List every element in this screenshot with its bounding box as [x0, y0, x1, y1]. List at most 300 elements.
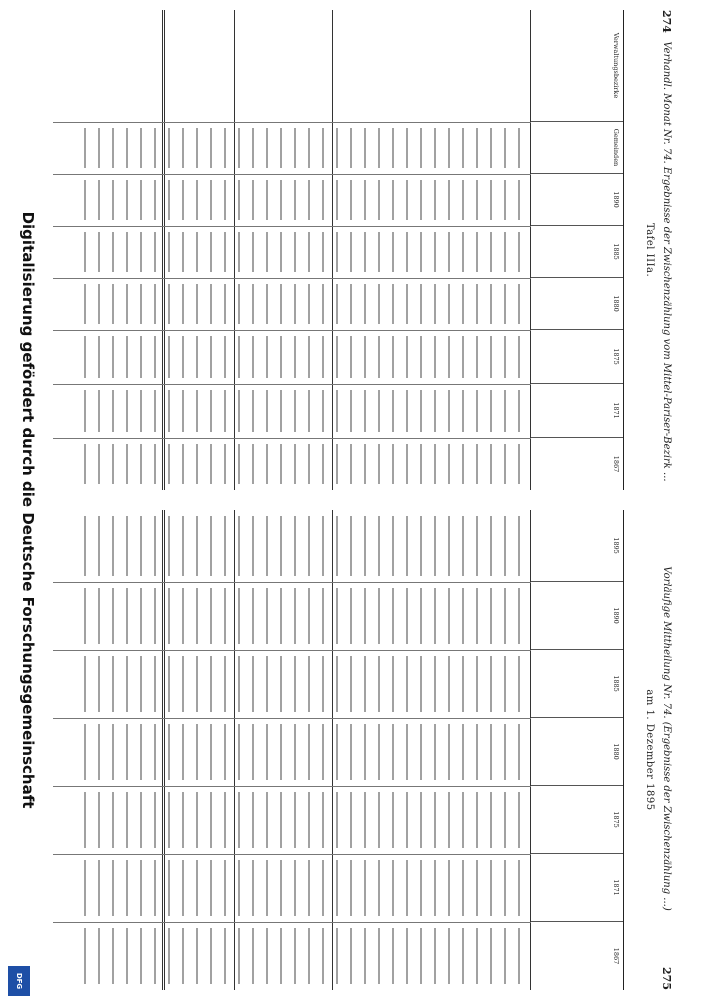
right-running-head: Vorläufige Mittheilung Nr. 74. (Ergebnisse der Zwischenzählung ...): [661, 566, 673, 911]
illegible-value: [364, 516, 371, 576]
right-col-header: 1895: [531, 510, 623, 582]
illegible-value: [126, 516, 133, 576]
illegible-value: [448, 724, 455, 780]
illegible-value: [518, 180, 525, 220]
illegible-value: [280, 232, 287, 272]
illegible-value: [420, 724, 427, 780]
illegible-value: [378, 724, 385, 780]
illegible-value: [266, 588, 273, 644]
left-col-header: 1890: [531, 174, 623, 226]
illegible-value: [140, 232, 147, 272]
illegible-value: [224, 232, 231, 272]
left-table-row: [319, 10, 333, 490]
illegible-value: [252, 656, 259, 712]
illegible-value: [462, 336, 469, 378]
illegible-value: [364, 928, 371, 984]
illegible-value: [280, 656, 287, 712]
illegible-value: [252, 860, 259, 916]
left-table-header: [530, 10, 623, 490]
illegible-value: [238, 336, 245, 378]
illegible-value: [112, 444, 119, 484]
illegible-value: [210, 860, 217, 916]
illegible-value: [126, 792, 133, 848]
illegible-value: [462, 928, 469, 984]
illegible-value: [490, 516, 497, 576]
illegible-value: [154, 656, 161, 712]
illegible-value: [98, 792, 105, 848]
illegible-value: [420, 390, 427, 432]
illegible-value: [336, 792, 343, 848]
illegible-value: [112, 232, 119, 272]
right-page-header: [656, 510, 678, 990]
illegible-value: [420, 232, 427, 272]
illegible-value: [140, 128, 147, 168]
illegible-value: [140, 180, 147, 220]
illegible-value: [182, 232, 189, 272]
illegible-value: [350, 860, 357, 916]
illegible-value: [364, 232, 371, 272]
illegible-value: [490, 724, 497, 780]
illegible-value: [154, 516, 161, 576]
illegible-value: [238, 656, 245, 712]
illegible-value: [350, 128, 357, 168]
illegible-value: [294, 724, 301, 780]
left-table-row: [403, 10, 417, 490]
right-column-rule: [53, 922, 531, 923]
illegible-value: [266, 232, 273, 272]
illegible-value: [140, 588, 147, 644]
illegible-value: [154, 928, 161, 984]
digitization-note: Digitalisierung gefördert durch die Deutsche Forschungsgemeinschaft: [19, 211, 37, 809]
illegible-value: [378, 336, 385, 378]
illegible-value: [322, 336, 329, 378]
illegible-value: [364, 444, 371, 484]
illegible-value: [462, 724, 469, 780]
dfg-logo: DFG: [8, 966, 30, 996]
illegible-value: [154, 588, 161, 644]
illegible-value: [448, 860, 455, 916]
illegible-value: [294, 284, 301, 324]
illegible-value: [266, 444, 273, 484]
illegible-value: [322, 860, 329, 916]
illegible-value: [280, 724, 287, 780]
left-table-row: [389, 10, 403, 490]
illegible-value: [140, 656, 147, 712]
illegible-value: [182, 390, 189, 432]
right-col-header: 1890: [531, 582, 623, 650]
illegible-value: [252, 336, 259, 378]
right-col-header: 1885: [531, 650, 623, 718]
illegible-value: [434, 860, 441, 916]
illegible-value: [84, 516, 91, 576]
illegible-value: [210, 724, 217, 780]
illegible-value: [518, 444, 525, 484]
illegible-value: [238, 180, 245, 220]
illegible-value: [448, 128, 455, 168]
illegible-value: [364, 284, 371, 324]
illegible-value: [126, 336, 133, 378]
illegible-value: [98, 336, 105, 378]
illegible-value: [98, 516, 105, 576]
illegible-value: [112, 336, 119, 378]
left-table-row: [473, 10, 487, 490]
illegible-value: [126, 656, 133, 712]
illegible-value: [476, 928, 483, 984]
illegible-value: [378, 516, 385, 576]
illegible-value: [406, 656, 413, 712]
left-col-header: 1871: [531, 384, 623, 438]
left-col-header: 1885: [531, 226, 623, 278]
illegible-value: [196, 444, 203, 484]
illegible-value: [238, 128, 245, 168]
left-table-row: [277, 10, 291, 490]
illegible-value: [140, 792, 147, 848]
illegible-value: [84, 232, 91, 272]
illegible-value: [98, 588, 105, 644]
illegible-value: [476, 180, 483, 220]
illegible-value: [140, 444, 147, 484]
illegible-value: [210, 180, 217, 220]
illegible-value: [294, 588, 301, 644]
illegible-value: [448, 284, 455, 324]
illegible-value: [182, 180, 189, 220]
illegible-value: [476, 390, 483, 432]
illegible-value: [322, 444, 329, 484]
illegible-value: [182, 516, 189, 576]
illegible-value: [252, 180, 259, 220]
left-table-row: [291, 10, 305, 490]
illegible-value: [420, 860, 427, 916]
illegible-value: [476, 792, 483, 848]
illegible-value: [322, 180, 329, 220]
right-page-number: 275: [660, 967, 674, 990]
illegible-value: [84, 928, 91, 984]
illegible-value: [434, 656, 441, 712]
illegible-value: [280, 928, 287, 984]
illegible-value: [476, 284, 483, 324]
illegible-value: [266, 284, 273, 324]
illegible-value: [406, 180, 413, 220]
illegible-value: [448, 928, 455, 984]
illegible-value: [420, 792, 427, 848]
illegible-value: [490, 928, 497, 984]
illegible-value: [462, 390, 469, 432]
illegible-value: [406, 588, 413, 644]
illegible-value: [448, 656, 455, 712]
illegible-value: [196, 928, 203, 984]
illegible-value: [182, 128, 189, 168]
illegible-value: [406, 444, 413, 484]
illegible-value: [448, 444, 455, 484]
illegible-value: [504, 928, 511, 984]
illegible-value: [448, 336, 455, 378]
illegible-value: [350, 656, 357, 712]
illegible-value: [112, 390, 119, 432]
illegible-value: [252, 928, 259, 984]
illegible-value: [378, 792, 385, 848]
illegible-value: [420, 656, 427, 712]
illegible-value: [294, 860, 301, 916]
illegible-value: [238, 724, 245, 780]
illegible-value: [392, 724, 399, 780]
left-column-rule: [53, 122, 531, 123]
illegible-value: [490, 232, 497, 272]
illegible-value: [294, 232, 301, 272]
illegible-value: [210, 284, 217, 324]
illegible-value: [406, 860, 413, 916]
illegible-value: [504, 516, 511, 576]
illegible-value: [308, 232, 315, 272]
illegible-value: [154, 444, 161, 484]
illegible-value: [112, 792, 119, 848]
illegible-value: [266, 928, 273, 984]
left-column-rule: [53, 330, 531, 331]
illegible-value: [280, 588, 287, 644]
illegible-value: [126, 928, 133, 984]
illegible-value: [84, 860, 91, 916]
illegible-value: [154, 390, 161, 432]
right-column-rule: [53, 854, 531, 855]
illegible-value: [406, 390, 413, 432]
illegible-value: [392, 232, 399, 272]
illegible-value: [378, 444, 385, 484]
left-table-row: [445, 10, 459, 490]
left-data-table: [53, 10, 624, 490]
illegible-value: [266, 724, 273, 780]
illegible-value: [434, 724, 441, 780]
left-page: [48, 10, 678, 490]
illegible-value: [490, 336, 497, 378]
left-col-header: 1875: [531, 330, 623, 384]
illegible-value: [196, 860, 203, 916]
illegible-value: [336, 928, 343, 984]
left-table-body: [53, 10, 531, 490]
illegible-value: [462, 128, 469, 168]
illegible-value: [406, 928, 413, 984]
right-column-rule: [53, 718, 531, 719]
left-column-rule: [53, 438, 531, 439]
illegible-value: [392, 928, 399, 984]
illegible-value: [350, 180, 357, 220]
left-table-row: [249, 10, 263, 490]
illegible-value: [238, 792, 245, 848]
illegible-value: [490, 860, 497, 916]
illegible-value: [392, 588, 399, 644]
left-column-rule: [53, 384, 531, 385]
illegible-value: [238, 516, 245, 576]
illegible-value: [490, 656, 497, 712]
illegible-value: [224, 656, 231, 712]
illegible-value: [84, 390, 91, 432]
illegible-value: [406, 792, 413, 848]
illegible-value: [504, 128, 511, 168]
illegible-value: [448, 232, 455, 272]
illegible-value: [378, 232, 385, 272]
illegible-value: [224, 792, 231, 848]
illegible-value: [364, 180, 371, 220]
illegible-value: [112, 860, 119, 916]
illegible-value: [392, 180, 399, 220]
illegible-value: [392, 444, 399, 484]
illegible-value: [168, 588, 175, 644]
illegible-value: [308, 180, 315, 220]
illegible-value: [126, 444, 133, 484]
illegible-value: [518, 588, 525, 644]
illegible-value: [308, 724, 315, 780]
left-table-row: [165, 10, 179, 490]
illegible-value: [252, 284, 259, 324]
illegible-value: [210, 444, 217, 484]
illegible-value: [322, 928, 329, 984]
illegible-value: [420, 284, 427, 324]
illegible-value: [98, 390, 105, 432]
illegible-value: [210, 588, 217, 644]
illegible-value: [378, 128, 385, 168]
illegible-value: [126, 180, 133, 220]
illegible-value: [518, 390, 525, 432]
illegible-value: [504, 284, 511, 324]
illegible-value: [518, 656, 525, 712]
left-page-header: [656, 10, 678, 490]
illegible-value: [294, 516, 301, 576]
right-table-title: am 1. Dezember 1895: [644, 689, 655, 811]
illegible-value: [434, 516, 441, 576]
illegible-value: [420, 128, 427, 168]
left-table-row: [263, 10, 277, 490]
illegible-value: [126, 724, 133, 780]
illegible-value: [182, 724, 189, 780]
illegible-value: [294, 792, 301, 848]
left-col-header: 1867: [612, 455, 620, 473]
right-column-rule: [53, 582, 531, 583]
illegible-value: [168, 928, 175, 984]
left-section-rule: [234, 10, 235, 490]
illegible-value: [224, 128, 231, 168]
illegible-value: [476, 336, 483, 378]
left-section-rule: [332, 10, 333, 490]
illegible-value: [238, 390, 245, 432]
illegible-value: [84, 792, 91, 848]
illegible-value: [196, 792, 203, 848]
illegible-value: [434, 390, 441, 432]
illegible-value: [112, 588, 119, 644]
illegible-value: [336, 128, 343, 168]
illegible-value: [308, 656, 315, 712]
illegible-value: [112, 180, 119, 220]
illegible-value: [490, 284, 497, 324]
left-col-header: 1880: [531, 278, 623, 330]
illegible-value: [266, 516, 273, 576]
illegible-value: [308, 928, 315, 984]
illegible-value: [98, 444, 105, 484]
illegible-value: [364, 128, 371, 168]
illegible-value: [140, 516, 147, 576]
illegible-value: [196, 232, 203, 272]
illegible-value: [518, 336, 525, 378]
left-table-row: [417, 10, 431, 490]
illegible-value: [238, 928, 245, 984]
illegible-value: [350, 232, 357, 272]
illegible-value: [322, 390, 329, 432]
illegible-value: [308, 588, 315, 644]
illegible-value: [294, 390, 301, 432]
illegible-value: [154, 792, 161, 848]
illegible-value: [350, 336, 357, 378]
illegible-value: [140, 860, 147, 916]
illegible-value: [224, 516, 231, 576]
illegible-value: [154, 860, 161, 916]
illegible-value: [294, 180, 301, 220]
illegible-value: [392, 284, 399, 324]
illegible-value: [112, 928, 119, 984]
illegible-value: [126, 284, 133, 324]
illegible-value: [406, 128, 413, 168]
illegible-value: [280, 336, 287, 378]
illegible-value: [280, 516, 287, 576]
illegible-value: [196, 656, 203, 712]
illegible-value: [322, 232, 329, 272]
illegible-value: [238, 284, 245, 324]
illegible-value: [518, 724, 525, 780]
illegible-value: [476, 724, 483, 780]
illegible-value: [434, 232, 441, 272]
illegible-value: [420, 180, 427, 220]
illegible-value: [490, 180, 497, 220]
left-table-row: [193, 10, 207, 490]
illegible-value: [266, 128, 273, 168]
illegible-value: [308, 336, 315, 378]
illegible-value: [504, 656, 511, 712]
illegible-value: [252, 724, 259, 780]
left-col-header: Verwaltungsbezirke: [531, 10, 623, 122]
illegible-value: [420, 516, 427, 576]
illegible-value: [280, 128, 287, 168]
illegible-value: [406, 724, 413, 780]
illegible-value: [308, 792, 315, 848]
illegible-value: [364, 656, 371, 712]
illegible-value: [392, 128, 399, 168]
left-col-header: Gemeinden: [531, 122, 623, 174]
illegible-value: [504, 588, 511, 644]
illegible-value: [266, 656, 273, 712]
illegible-value: [434, 444, 441, 484]
illegible-value: [210, 516, 217, 576]
illegible-value: [448, 390, 455, 432]
illegible-value: [294, 444, 301, 484]
illegible-value: [434, 792, 441, 848]
illegible-value: [294, 128, 301, 168]
left-table-row: [235, 10, 249, 490]
illegible-value: [112, 516, 119, 576]
illegible-value: [182, 928, 189, 984]
illegible-value: [210, 336, 217, 378]
illegible-value: [154, 232, 161, 272]
illegible-value: [476, 860, 483, 916]
illegible-value: [378, 928, 385, 984]
illegible-value: [196, 284, 203, 324]
left-column-rule: [53, 174, 531, 175]
illegible-value: [112, 128, 119, 168]
illegible-value: [196, 390, 203, 432]
illegible-value: [84, 180, 91, 220]
illegible-value: [420, 928, 427, 984]
illegible-value: [350, 724, 357, 780]
illegible-value: [224, 724, 231, 780]
illegible-value: [154, 724, 161, 780]
illegible-value: [280, 860, 287, 916]
illegible-value: [504, 792, 511, 848]
right-col-header: 1875: [531, 786, 623, 854]
